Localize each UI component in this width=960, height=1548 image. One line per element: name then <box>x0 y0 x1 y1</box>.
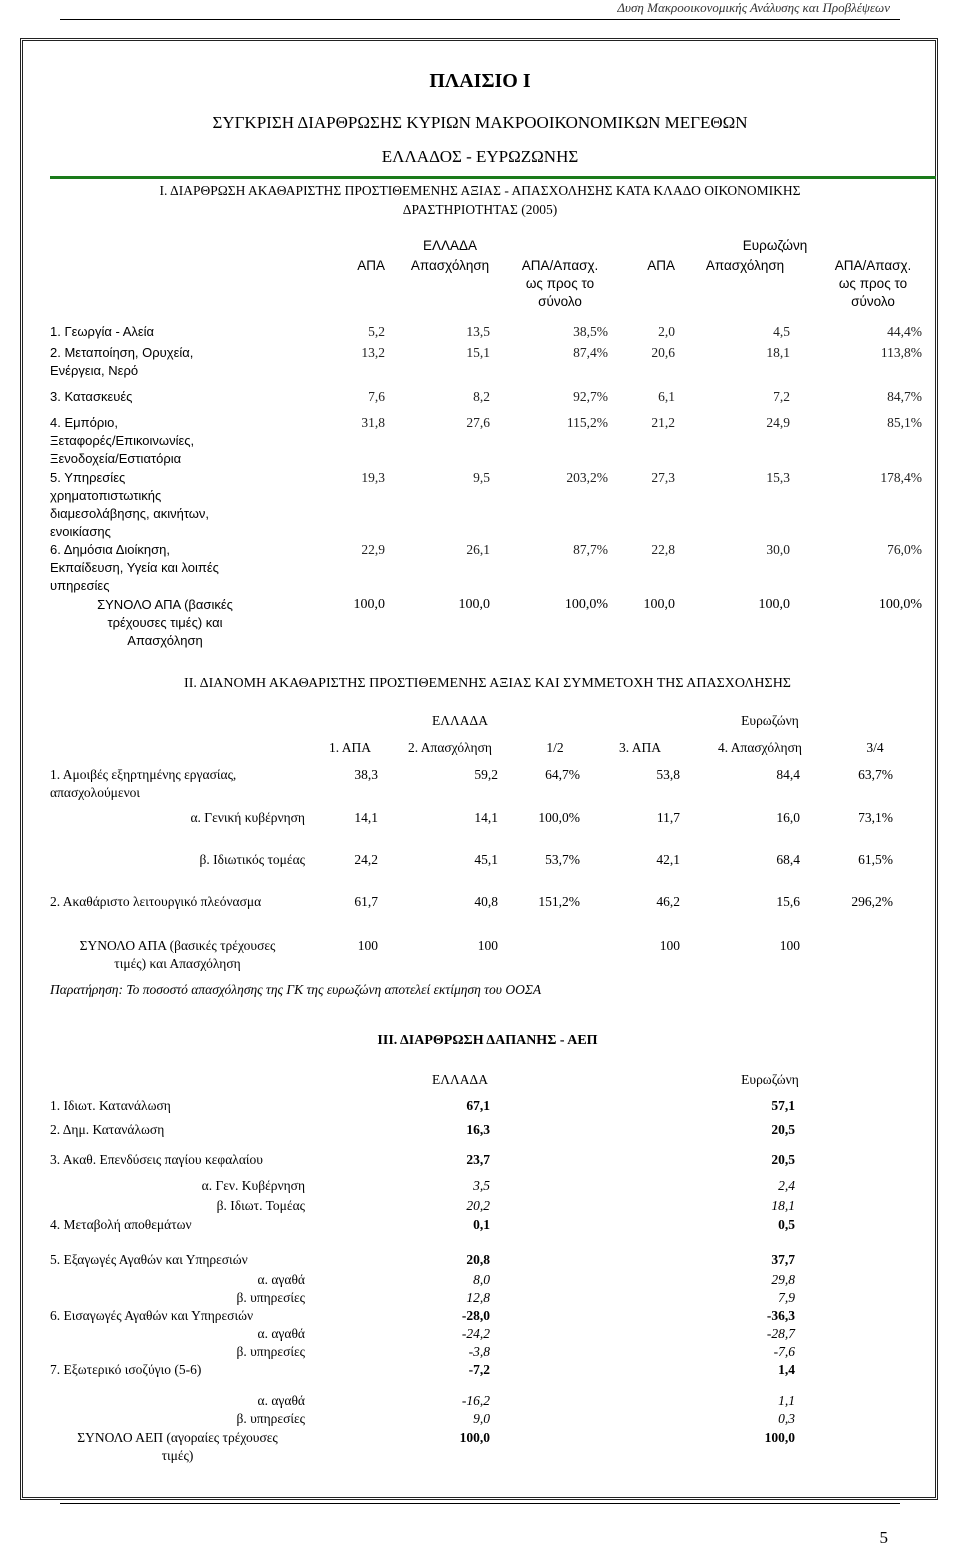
table-cell: 0,1 <box>473 1217 490 1232</box>
table-cell: 53,8 <box>656 767 680 782</box>
table-cell: 63,7% <box>858 767 893 782</box>
row-label: 2. Μεταποίηση, Ορυχεία, <box>50 345 194 360</box>
footer-rule <box>60 1503 900 1504</box>
table-cell: 64,7% <box>545 767 580 782</box>
row-label: απασχολούμενοι <box>50 785 141 800</box>
s1-col-ratio-eu-3: σύνολο <box>851 294 895 309</box>
table-cell: 84,7% <box>887 389 922 404</box>
table-cell: 31,8 <box>361 415 385 430</box>
table-cell: 100 <box>659 938 680 953</box>
column-header: 1. ΑΠΑ <box>328 740 371 755</box>
table-cell: 113,8% <box>880 345 922 360</box>
s1-group-greece: ΕΛΛΑΔΑ <box>422 238 478 253</box>
row-label: Εκπαίδευση, Υγεία και λοιπές <box>50 560 219 575</box>
table-cell: 115,2% <box>566 415 608 430</box>
table-cell: 100,0% <box>878 597 922 612</box>
table-cell: 13,2 <box>361 345 385 360</box>
s1-col-ratio-gr: ΑΠΑ/Απασχ. <box>521 258 599 273</box>
table-cell: 14,1 <box>354 810 378 825</box>
table-cell: 53,7% <box>545 852 580 867</box>
s3-group-greece: ΕΛΛΑΔΑ <box>431 1072 488 1087</box>
table-cell: 30,0 <box>766 542 790 557</box>
table-cell: 57,1 <box>771 1098 795 1113</box>
table-cell: 46,2 <box>656 894 680 909</box>
table-cell: 15,6 <box>776 894 800 909</box>
row-label: β. υπηρεσίες <box>236 1290 305 1305</box>
s3-group-euro: Ευρωζώνη <box>741 1072 799 1087</box>
table-cell: 8,0 <box>473 1272 490 1287</box>
table-cell: 26,1 <box>466 542 490 557</box>
table-cell: 18,1 <box>771 1198 795 1213</box>
s1-col-ratio-gr-3: σύνολο <box>538 294 582 309</box>
column-header: 3. ΑΠΑ <box>618 740 661 755</box>
row-label: 2. Ακαθάριστο λειτουργικό πλεόνασμα <box>50 894 262 909</box>
green-divider <box>50 176 936 179</box>
row-label: Ξενοδοχεία/Εστιατόρια <box>50 451 182 466</box>
section3-title: ΙΙΙ. ΔΙΑΡΘΡΩΣΗ ΔΑΠΑΝΗΣ - ΑΕΠ <box>377 1033 598 1048</box>
row-label: Ξεταφορές/Επικοινωνίες, <box>50 433 195 448</box>
table-cell: 9,5 <box>473 470 490 485</box>
table-cell: -24,2 <box>461 1326 490 1341</box>
table-cell: 22,8 <box>651 542 675 557</box>
table-cell: 23,7 <box>466 1152 490 1167</box>
table-cell: 37,7 <box>771 1252 795 1267</box>
section2-note: Παρατήρηση: Το ποσοστό απασχόλησης της ΓΚ της ευρωζώνη αποτελεί εκτίμηση του ΟΟΣΑ <box>50 982 542 997</box>
table-cell: 100,0 <box>643 597 675 612</box>
row-label: ενοικίασης <box>50 524 111 539</box>
table-cell: 100 <box>357 938 378 953</box>
table-cell: 27,6 <box>466 415 490 430</box>
table-cell: 8,2 <box>473 389 490 404</box>
row-label: 7. Εξωτερικό ισοζύγιο (5-6) <box>50 1362 202 1377</box>
section1-title-2: ΔΡΑΣΤΗΡΙΟΤΗΤΑΣ (2005) <box>402 202 558 217</box>
table-cell: 14,1 <box>474 810 498 825</box>
section2-title: ΙΙ. ΔΙΑΝΟΜΗ ΑΚΑΘΑΡΙΣΤΗΣ ΠΡΟΣΤΙΘΕΜΕΝΗΣ ΑΞΙΑΣ ΚΑΙ ΣΥΜΜΕΤΟΧΗ ΤΗΣ ΑΠΑΣΧΟΛΗΣΗΣ <box>184 676 791 691</box>
s1-col-apa-gr: ΑΠΑ <box>357 258 385 273</box>
table-cell: 20,5 <box>771 1152 795 1167</box>
row-label: α. Γενική κυβέρνηση <box>190 810 305 825</box>
table-cell: 100,0% <box>564 597 608 612</box>
table-cell: 16,3 <box>466 1122 490 1137</box>
row-label: 4. Μεταβολή αποθεμάτων <box>50 1217 192 1232</box>
table-cell: 7,6 <box>368 389 385 404</box>
table-cell: 20,5 <box>771 1122 795 1137</box>
table-cell: 22,9 <box>361 542 385 557</box>
table-cell: 3,5 <box>473 1178 490 1193</box>
box-subtitle: ΣΥΓΚΡΙΣΗ ΔΙΑΡΘΡΩΣΗΣ ΚΥΡΙΩΝ ΜΑΚΡΟΟΙΚΟΝΟΜΙΚΩΝ ΜΕΓΕΘΩΝ <box>212 113 748 132</box>
row-label: α. αγαθά <box>257 1393 305 1408</box>
row-label: ΣΥΝΟΛΟ ΑΠΑ (βασικές τρέχουσες <box>79 938 276 953</box>
row-label: 4. Εμπόριο, <box>50 415 118 430</box>
table-cell: -7,6 <box>773 1344 795 1359</box>
table-cell: 68,4 <box>776 852 800 867</box>
row-label: Απασχόληση <box>127 633 203 648</box>
row-label: χρηματοπιστωτικής <box>50 488 162 503</box>
column-header: 2. Απασχόληση <box>408 740 492 755</box>
running-header: Δυση Μακροοικονομικής Ανάλυσης και Προβλέψεων <box>617 0 890 15</box>
table-cell: 2,4 <box>778 1178 795 1193</box>
table-cell: 76,0% <box>887 542 922 557</box>
row-label: 3. Κατασκευές <box>50 389 133 404</box>
table-cell: 27,3 <box>651 470 675 485</box>
table-cell: 24,2 <box>354 852 378 867</box>
header-rule <box>60 19 900 20</box>
table-cell: 12,8 <box>466 1290 490 1305</box>
table-cell: 45,1 <box>474 852 498 867</box>
row-label: β. υπηρεσίες <box>236 1411 305 1426</box>
table-cell: 100,0 <box>459 1430 490 1445</box>
row-label: 1. Γεωργία - Αλεία <box>50 324 155 339</box>
table-cell: 29,8 <box>771 1272 795 1287</box>
s2-group-greece: ΕΛΛΑΔΑ <box>431 713 488 728</box>
table-cell: 100,0 <box>758 597 790 612</box>
table-cell: -28,7 <box>766 1326 795 1341</box>
table-cell: 296,2% <box>851 894 893 909</box>
row-label: τιμές) και Απασχόληση <box>114 956 241 971</box>
table-cell: 1,4 <box>778 1362 795 1377</box>
table-cell: 4,5 <box>773 324 790 339</box>
table-cell: 1,1 <box>778 1393 795 1408</box>
table-cell: 20,8 <box>466 1252 490 1267</box>
row-label: 6. Εισαγωγές Αγαθών και Υπηρεσιών <box>50 1308 254 1323</box>
row-label: Ενέργεια, Νερό <box>50 363 139 378</box>
table-cell: 16,0 <box>776 810 800 825</box>
table-cell: 5,2 <box>368 324 385 339</box>
s1-col-ratio-gr-2: ως προς το <box>525 276 595 291</box>
row-label: ΣΥΝΟΛΟ ΑΕΠ (αγοραίες τρέχουσες <box>77 1430 278 1445</box>
table-cell: 40,8 <box>474 894 498 909</box>
row-label: α. Γεν. Κυβέρνηση <box>201 1178 305 1193</box>
table-cell: 100,0 <box>458 597 490 612</box>
s1-group-euro: Ευρωζώνη <box>742 238 808 253</box>
table-cell: -28,0 <box>461 1308 490 1323</box>
table-cell: 87,7% <box>573 542 608 557</box>
table-cell: 38,3 <box>354 767 378 782</box>
row-label: ΣΥΝΟΛΟ ΑΠΑ (βασικές <box>97 597 233 612</box>
row-label: α. αγαθά <box>257 1326 305 1341</box>
s1-col-ratio-eu: ΑΠΑ/Απασχ. <box>834 258 912 273</box>
table-cell: 44,4% <box>887 324 922 339</box>
table-cell: 100,0 <box>764 1430 795 1445</box>
table-cell: 203,2% <box>566 470 608 485</box>
table-cell: 24,9 <box>766 415 790 430</box>
table-cell: 0,3 <box>778 1411 795 1426</box>
table-cell: 15,3 <box>766 470 790 485</box>
table-cell: 15,1 <box>466 345 490 360</box>
column-header: 4. Απασχόληση <box>718 740 802 755</box>
column-header: 3/4 <box>866 740 884 755</box>
table-cell: 92,7% <box>573 389 608 404</box>
page-number: 5 <box>879 1528 888 1547</box>
s1-col-ratio-eu-2: ως προς το <box>838 276 908 291</box>
row-label: 2. Δημ. Κατανάλωση <box>50 1122 165 1137</box>
table-cell: 9,0 <box>473 1411 490 1426</box>
table-cell: 87,4% <box>573 345 608 360</box>
table-cell: 0,5 <box>778 1217 795 1232</box>
table-cell: 6,1 <box>658 389 675 404</box>
row-label: τιμές) <box>161 1448 194 1463</box>
s1-col-emp-gr: Απασχόληση <box>410 258 490 273</box>
column-header: 1/2 <box>546 740 564 755</box>
table-cell: 2,0 <box>658 324 675 339</box>
box-title: ΠΛΑΙΣΙΟ Ι <box>429 70 531 92</box>
row-label: 5. Υπηρεσίες <box>50 470 126 485</box>
table-cell: 7,9 <box>778 1290 795 1305</box>
table-cell: 67,1 <box>466 1098 490 1113</box>
table-cell: 38,5% <box>573 324 608 339</box>
box-subtitle-2: ΕΛΛΑΔΟΣ - ΕΥΡΩΖΩΝΗΣ <box>381 147 579 166</box>
row-label: 6. Δημόσια Διοίκηση, <box>50 542 170 557</box>
table-cell: 19,3 <box>361 470 385 485</box>
row-label: β. Ιδιωτ. Τομέας <box>216 1198 305 1213</box>
table-cell: 61,5% <box>858 852 893 867</box>
table-cell: 13,5 <box>466 324 490 339</box>
table-cell: 20,6 <box>651 345 675 360</box>
table-cell: 61,7 <box>354 894 378 909</box>
table-cell: 20,2 <box>466 1198 490 1213</box>
row-label: διαμεσολάβησης, ακινήτων, <box>50 506 210 521</box>
table-cell: 42,1 <box>656 852 680 867</box>
table-cell: 84,4 <box>776 767 800 782</box>
row-label: 5. Εξαγωγές Αγαθών και Υπηρεσιών <box>50 1252 248 1267</box>
table-cell: 11,7 <box>656 810 680 825</box>
table-cell: 73,1% <box>858 810 893 825</box>
table-cell: -36,3 <box>766 1308 795 1323</box>
s2-group-euro: Ευρωζώνη <box>741 713 799 728</box>
table-cell: 100 <box>779 938 800 953</box>
table-cell: 7,2 <box>773 389 790 404</box>
table-cell: -7,2 <box>468 1362 490 1377</box>
table-cell: 21,2 <box>651 415 675 430</box>
table-cell: -3,8 <box>468 1344 490 1359</box>
table-cell: 59,2 <box>474 767 498 782</box>
row-label: α. αγαθά <box>257 1272 305 1287</box>
row-label: β. Ιδιωτικός τομέας <box>199 852 305 867</box>
row-label: β. υπηρεσίες <box>236 1344 305 1359</box>
row-label: τρέχουσες τιμές) και <box>107 615 223 630</box>
row-label: 3. Ακαθ. Επενδύσεις παγίου κεφαλαίου <box>50 1152 263 1167</box>
table-cell: 178,4% <box>880 470 922 485</box>
table-cell: 18,1 <box>766 345 790 360</box>
row-label: 1. Αμοιβές εξηρτημένης εργασίας, <box>50 767 237 782</box>
table-cell: 100 <box>477 938 498 953</box>
s1-col-emp-eu: Απασχόληση <box>705 258 785 273</box>
table-cell: 85,1% <box>887 415 922 430</box>
row-label: 1. Ιδιωτ. Κατανάλωση <box>50 1098 171 1113</box>
section1-title: Ι. ΔΙΑΡΘΡΩΣΗ ΑΚΑΘΑΡΙΣΤΗΣ ΠΡΟΣΤΙΘΕΜΕΝΗΣ ΑΞΙΑΣ - ΑΠΑΣΧΟΛΗΣΗΣ ΚΑΤΑ ΚΛΑΔΟ ΟΙΚΟΝΟΜΙΚΗΣ <box>159 183 801 198</box>
table-cell: 100,0% <box>538 810 580 825</box>
s1-col-apa-eu: ΑΠΑ <box>647 258 675 273</box>
table-cell: 100,0 <box>353 597 385 612</box>
table-cell: -16,2 <box>461 1393 490 1408</box>
row-label: υπηρεσίες <box>50 578 110 593</box>
table-cell: 151,2% <box>538 894 580 909</box>
